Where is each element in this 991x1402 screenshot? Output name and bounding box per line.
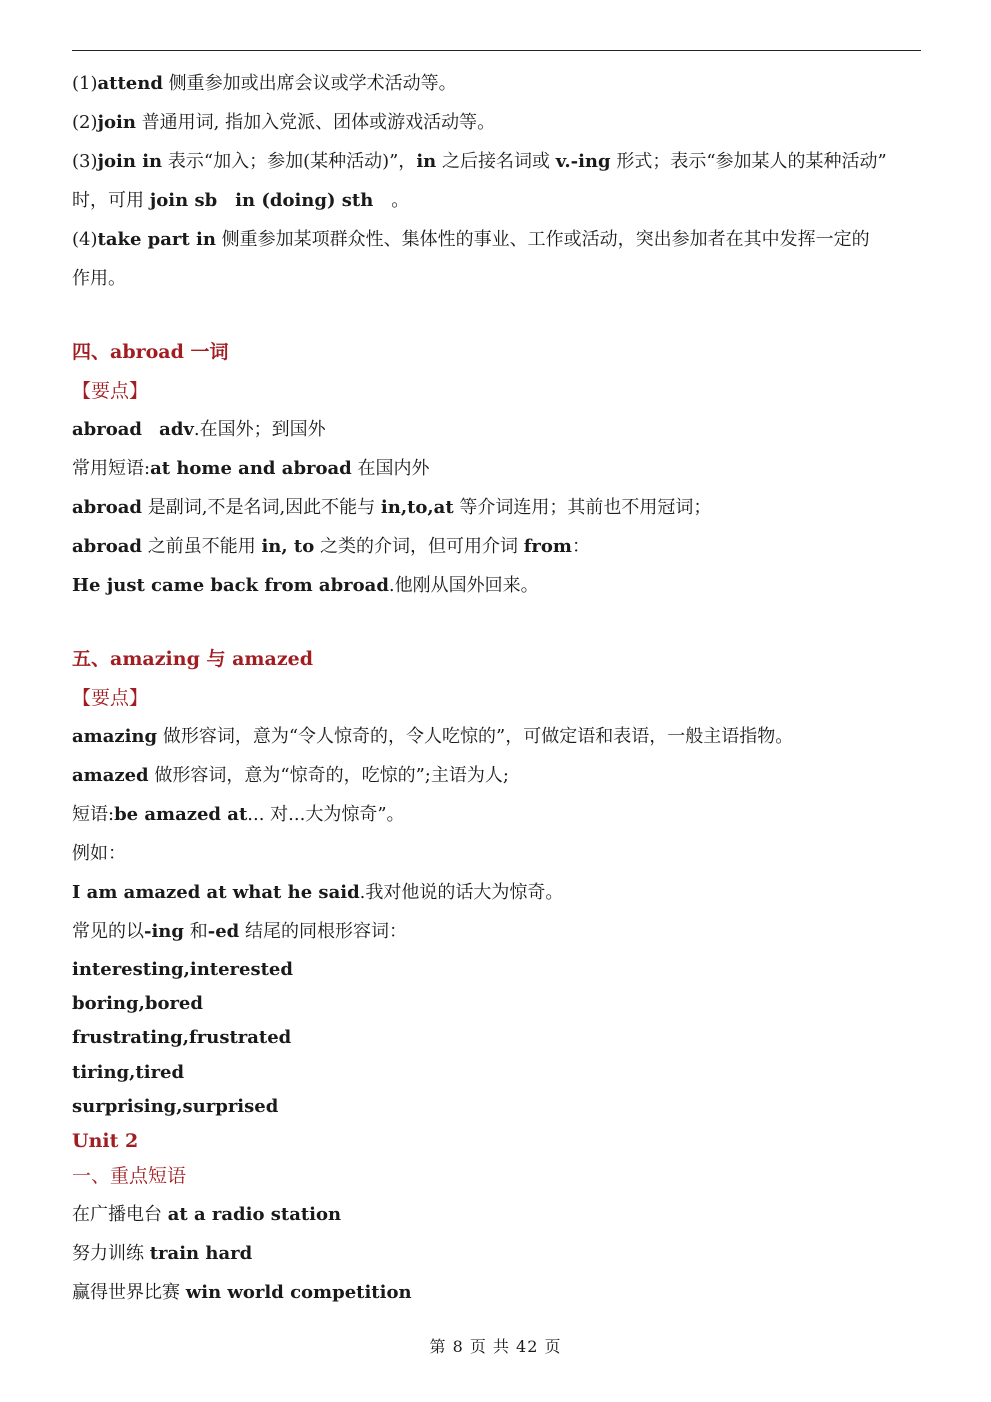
adjective-pair: surprising,surprised: [72, 1096, 279, 1117]
take-part-line-cont: 作用。: [72, 268, 126, 289]
abroad-note-2: abroad 之前虽不能用 in, to 之类的介词，但可用介词 from：: [72, 536, 590, 557]
attend-line: (1)attend 侧重参加或出席会议或学术活动等。: [72, 73, 457, 94]
adjective-pair: frustrating,frustrated: [72, 1027, 292, 1048]
example-label: 例如：: [72, 843, 126, 864]
phrase-item: 努力训练 train hard: [72, 1243, 253, 1264]
amazing-key-label: 【要点】: [72, 687, 149, 709]
amazed-example: I am amazed at what he said.我对他说的话大为惊奇。: [72, 882, 564, 903]
ing-ed-intro: 常见的以-ing 和-ed 结尾的同根形容词：: [72, 921, 407, 942]
amazing-heading: 五、amazing 与 amazed: [72, 648, 313, 670]
amazed-phrase: 短语:be amazed at... 对...大为惊奇”。: [72, 804, 405, 825]
header-rule: [72, 50, 921, 51]
join-in-line: (3)join in 表示“加入；参加(某种活动)”，in 之后接名词或 v.-ing 形式；表示“参加某人的某种活动”: [72, 151, 887, 172]
abroad-heading: 四、abroad 一词: [72, 341, 229, 363]
amazing-line: amazing 做形容词，意为“令人惊奇的，令人吃惊的”，可做定语和表语，一般主语指物。: [72, 726, 794, 747]
join-in-line-cont: 时，可用 join sb in (doing) sth 。: [72, 190, 410, 211]
abroad-phrase: 常用短语:at home and abroad 在国内外: [72, 458, 430, 479]
abroad-key-label: 【要点】: [72, 380, 149, 402]
join-line: (2)join 普通用词, 指加入党派、团体或游戏活动等。: [72, 112, 496, 133]
unit-title: Unit 2: [72, 1130, 139, 1152]
page-number: 第 8 页 共 42 页: [429, 1337, 562, 1356]
adjective-pair: tiring,tired: [72, 1062, 185, 1083]
abroad-note-1: abroad 是副词,不是名词,因此不能与 in,to,at 等介词连用；其前也不用冠词；: [72, 497, 712, 518]
take-part-line: (4)take part in 侧重参加某项群众性、集体性的事业、工作或活动，突出参加者在其中发挥一定的: [72, 229, 870, 250]
adjective-pair: interesting,interested: [72, 959, 293, 980]
abroad-definition: abroad adv.在国外；到国外: [72, 419, 326, 440]
abroad-example: He just came back from abroad.他刚从国外回来。: [72, 575, 539, 596]
key-phrases-heading: 一、重点短语: [72, 1165, 187, 1187]
adjective-pair: boring,bored: [72, 993, 203, 1014]
amazed-line: amazed 做形容词，意为“惊奇的，吃惊的”;主语为人;: [72, 765, 509, 786]
phrase-item: 在广播电台 at a radio station: [72, 1204, 342, 1225]
phrase-item: 赢得世界比赛 win world competition: [72, 1282, 412, 1303]
